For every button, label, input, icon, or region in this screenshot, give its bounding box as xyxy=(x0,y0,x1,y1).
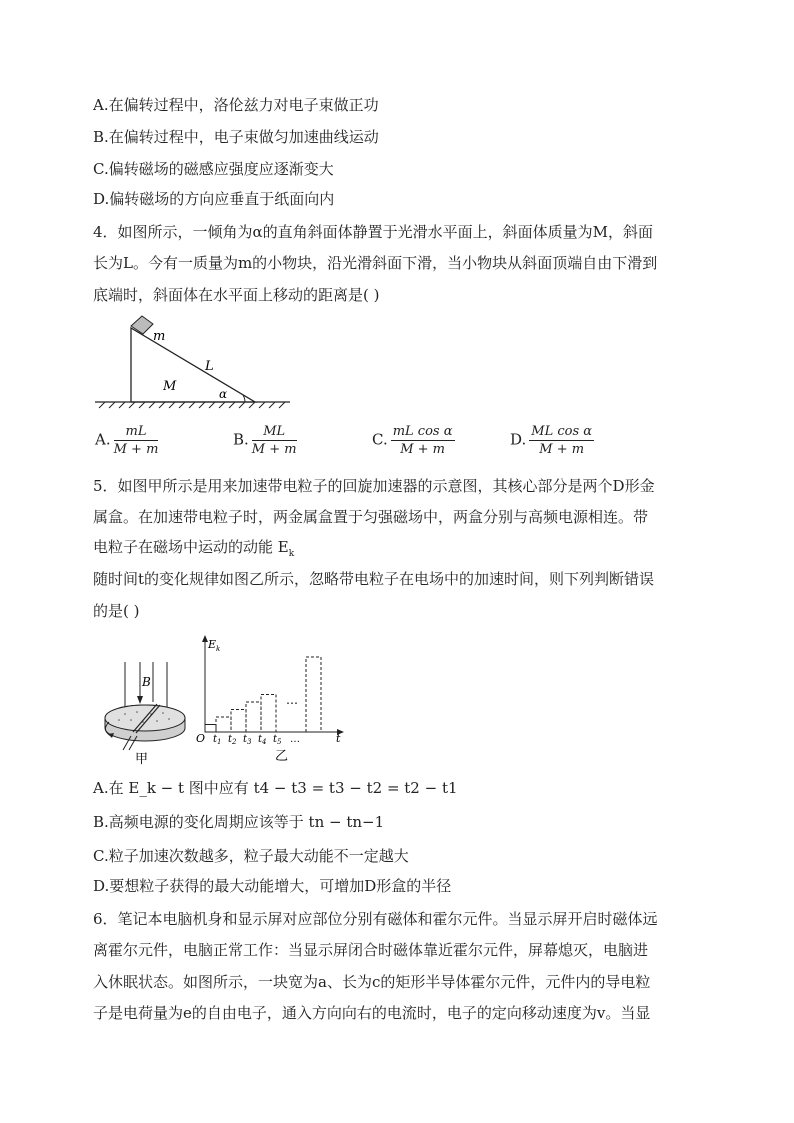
q3-option-a: A.在偏转过程中，洛伦兹力对电子束做正功 xyxy=(93,96,379,114)
ek-bar-4 xyxy=(246,702,261,732)
q5-option-b: B.高频电源的变化周期应该等于 tn − tn−1 xyxy=(93,813,385,831)
origin-label: O xyxy=(196,732,206,745)
q3-option-b: B.在偏转过程中，电子束做匀加速曲线运动 xyxy=(93,128,379,146)
q4-option-b: B. $\frac{ML}{M + m}$ xyxy=(233,424,297,457)
q4-stem-line2: 长为L。今有一质量为m的小物块，沿光滑斜面下滑，当小物块从斜面顶端自由下滑到 xyxy=(93,254,658,272)
q6-stem-line2: 离霍尔元件，电脑正常工作：当显示屏闭合时磁体靠近霍尔元件，屏幕熄灭，电脑进 xyxy=(93,941,649,959)
q4-option-d: D. $\frac{\text{ML cos α}}{M + m}$ xyxy=(510,424,593,457)
ellipsis-dots: … xyxy=(286,693,298,707)
q4-stem-line1: 4．如图所示，一倾角为α的直角斜面体静置于光滑水平面上，斜面体质量为M，斜面 xyxy=(93,223,654,241)
small-block xyxy=(131,316,153,334)
tick-t2: $t_2$ xyxy=(228,734,237,746)
q5-cyclotron-figure xyxy=(95,660,195,765)
q5-option-c: C.粒子加速次数越多，粒子最大动能不一定越大 xyxy=(93,847,409,865)
x-axis-label: t xyxy=(336,732,341,745)
ek-bar-7 xyxy=(306,657,321,732)
q3-option-d: D.偏转磁场的方向应垂直于纸面向内 xyxy=(93,190,335,208)
label-M: M xyxy=(163,379,177,394)
label-yi: 乙 xyxy=(275,749,289,764)
q5-stem-line4: 随时间t的变化规律如图乙所示，忽略带电粒子在电场中的加速时间，则下列判断错误 xyxy=(93,570,655,588)
q6-stem-line1: 6．笔记本电脑机身和显示屏对应部位分别有磁体和霍尔元件。当显示屏开启时磁体远 xyxy=(93,910,658,928)
q5-stem-line5: 的是( ) xyxy=(93,602,140,620)
label-m: m xyxy=(153,329,166,344)
tick-t5: $t_5$ xyxy=(273,734,282,746)
ek-bar-1 xyxy=(205,725,216,733)
q4-option-c: C. $\frac{\text{mL cos α}}{M + m}$ xyxy=(372,424,453,457)
tick-ellipsis: … xyxy=(290,734,300,745)
q5-stem-line1: 5．如图甲所示是用来加速带电粒子的回旋加速器的示意图，其核心部分是两个D形金 xyxy=(93,477,655,495)
q5-ek-chart xyxy=(195,632,350,767)
q5-stem-line3: 电粒子在磁场中运动的动能 $E_k$ xyxy=(93,538,295,559)
q5-option-d: D.要想粒子获得的最大动能增大，可增加D形盒的半径 xyxy=(93,877,452,895)
ek-bar-2 xyxy=(216,717,231,732)
tick-t4: $t_4$ xyxy=(258,734,267,746)
tick-t3: $t_3$ xyxy=(243,734,252,746)
ek-bar-3 xyxy=(231,710,246,733)
tick-t1: $t_1$ xyxy=(213,734,222,746)
label-L: L xyxy=(205,359,214,374)
q5-stem-line2: 属盒。在加速带电粒子时，两金属盒置于匀强磁场中，两盒分别与高频电源相连。带 xyxy=(93,508,649,526)
q6-stem-line4: 子是电荷量为e的自由电子，通入方向向右的电流时，电子的定向移动速度为v。当显 xyxy=(93,1004,651,1022)
chart-axes xyxy=(202,635,344,735)
label-jia: 甲 xyxy=(135,752,149,765)
q4-incline-figure xyxy=(95,312,295,412)
label-alpha: α xyxy=(219,387,228,401)
label-B: B xyxy=(142,675,151,689)
q4-option-a: A. $\frac{mL}{M + m}$ xyxy=(95,424,159,457)
q5-option-a: A.在 E_k − t 图中应有 t4 − t3 = t3 − t2 = t2 − t1 xyxy=(93,779,458,797)
q6-stem-line3: 入休眠状态。如图所示，一块宽为a、长为c的矩形半导体霍尔元件，元件内的导电粒 xyxy=(93,973,651,991)
ek-bar-5 xyxy=(261,695,276,733)
y-axis-label: $E_k$ xyxy=(208,638,221,653)
q3-option-c: C.偏转磁场的磁感应强度应逐渐变大 xyxy=(93,160,334,178)
q4-stem-line3: 底端时，斜面体在水平面上移动的距离是( ) xyxy=(93,286,380,304)
